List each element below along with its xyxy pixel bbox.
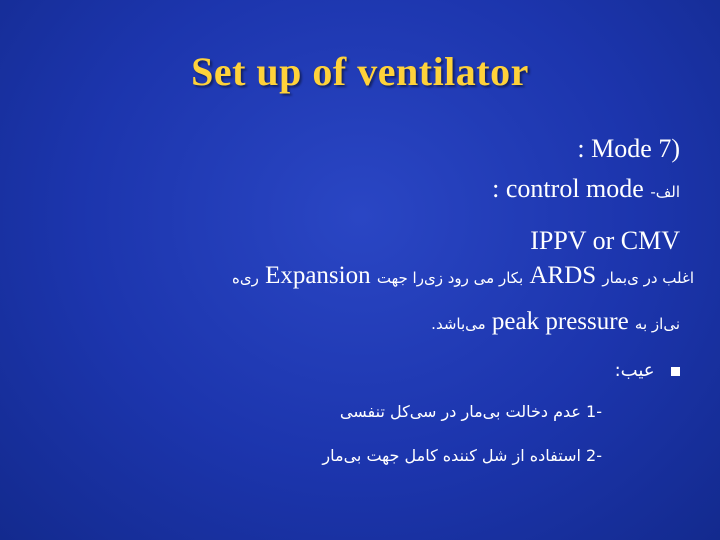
peak-pressure-line [431,308,680,336]
fault-item-2: -2 استفاده از شل کننده کامل جهت بی‌مار [322,446,602,465]
alef-label: الف- [650,183,680,201]
mode-colon: : [577,134,585,163]
fault-item-1: -1 عدم دخالت بی‌مار در سی‌کل تنفسی [339,402,602,421]
peak-text-2: می‌باشد. [431,315,486,333]
ards-text-2: بکار می رود زی‌را جهت [376,269,524,287]
control-mode-line [492,174,680,204]
control-mode-text: control mode [505,174,644,203]
ards-text-3: ری‌ه [231,269,259,287]
peak-text-1: نی‌از به [634,315,680,333]
fault-heading [615,360,680,381]
mode-label: Mode [591,134,652,163]
peak-pressure-term: peak pressure [491,308,629,335]
ards-text-1: اغلب در ی‌بمار [602,269,694,287]
ippv-line: IPPV or CMV [530,226,680,255]
fault-label: عیب: [614,360,655,381]
bullet-square-icon [671,367,680,376]
ards-term: ARDS [529,262,597,289]
slide-title: Set up of ventilator [191,49,529,94]
mode-heading [577,134,680,164]
ards-line [232,262,694,290]
mode-number: (7 [658,134,680,163]
expansion-term: Expansion [265,262,371,289]
control-mode-colon: : [492,174,500,203]
